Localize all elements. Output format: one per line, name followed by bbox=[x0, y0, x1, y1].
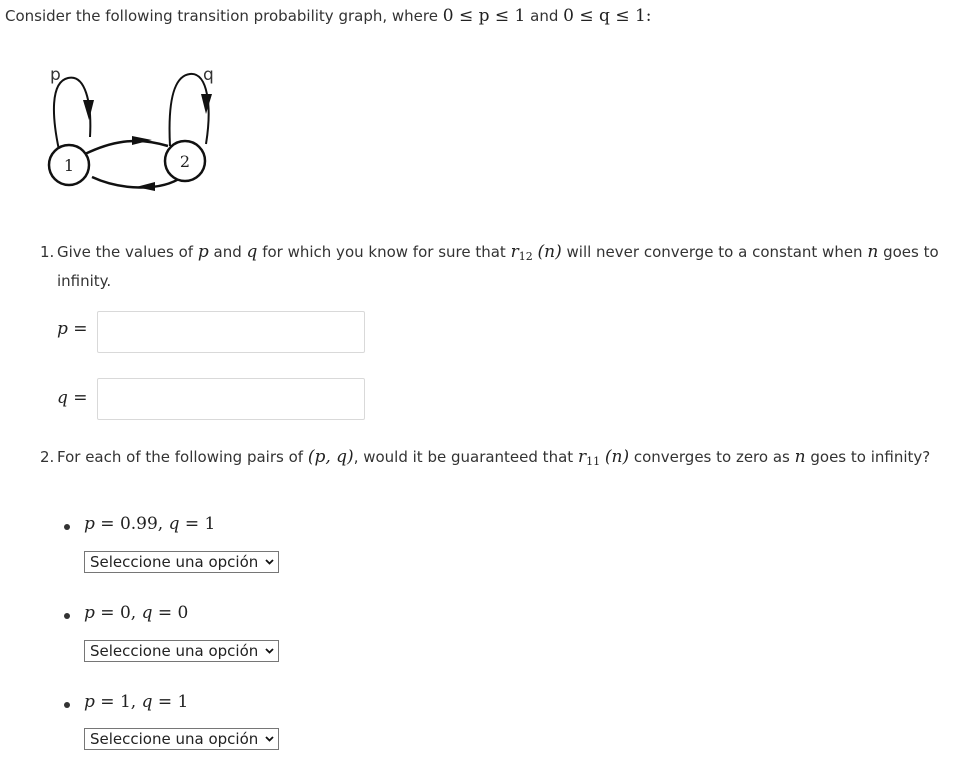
pair-1: p = 0.99, q = 1 bbox=[84, 514, 216, 534]
question-2 bbox=[40, 445, 940, 474]
p-label: p = bbox=[57, 319, 88, 339]
loop-1-label: p bbox=[50, 65, 61, 85]
chevron-down-icon bbox=[265, 559, 274, 565]
question-2-number: 2. bbox=[40, 448, 55, 466]
chevron-down-icon bbox=[265, 648, 274, 654]
loop-1-arrowhead bbox=[83, 100, 94, 120]
chevron-down-icon bbox=[265, 736, 274, 742]
select-pair-1[interactable]: Seleccione una opción bbox=[84, 551, 279, 573]
select-pair-3[interactable]: Seleccione una opción bbox=[84, 728, 279, 750]
q-label: q = bbox=[57, 388, 88, 408]
bullet-3 bbox=[64, 702, 70, 708]
edge-1-to-2 bbox=[85, 141, 168, 154]
pair-2: p = 0, q = 0 bbox=[84, 603, 189, 623]
question-2-text: For each of the following pairs of (p, q), would it be guaranteed that $r_{11}$ (n) converges to zero as n goes to infinity? bbox=[57, 447, 931, 468]
node-1-label: 1 bbox=[63, 156, 75, 175]
edge-1-to-2-arrowhead bbox=[132, 136, 152, 145]
condition-p: 0 ≤ p ≤ 1 bbox=[442, 6, 526, 26]
select-pair-2[interactable]: Seleccione una opción bbox=[84, 640, 279, 662]
intro-text: Consider the following transition probability graph, where 0 ≤ p ≤ 1 and 0 ≤ q ≤ 1: bbox=[5, 6, 652, 26]
edge-2-to-1-arrowhead bbox=[136, 182, 155, 191]
bullet-2 bbox=[64, 613, 70, 619]
condition-q: 0 ≤ q ≤ 1: bbox=[563, 6, 652, 26]
node-2-label: 2 bbox=[179, 152, 191, 171]
self-loop-1 bbox=[54, 78, 90, 150]
loop-2-arrowhead bbox=[201, 94, 212, 114]
bullet-1 bbox=[64, 524, 70, 530]
transition-graph bbox=[40, 62, 230, 197]
p-input[interactable] bbox=[97, 311, 365, 353]
question-1-number: 1. bbox=[40, 243, 55, 261]
question-1-text: Give the values of p and q for which you know for sure that $r_{12}$ (n) will never converge to a constant when n goes to infinity. bbox=[57, 242, 939, 290]
question-1 bbox=[40, 240, 940, 294]
edge-2-to-1 bbox=[92, 177, 182, 188]
loop-2-label: q bbox=[203, 65, 214, 85]
q-input[interactable] bbox=[97, 378, 365, 420]
pair-3: p = 1, q = 1 bbox=[84, 692, 189, 712]
